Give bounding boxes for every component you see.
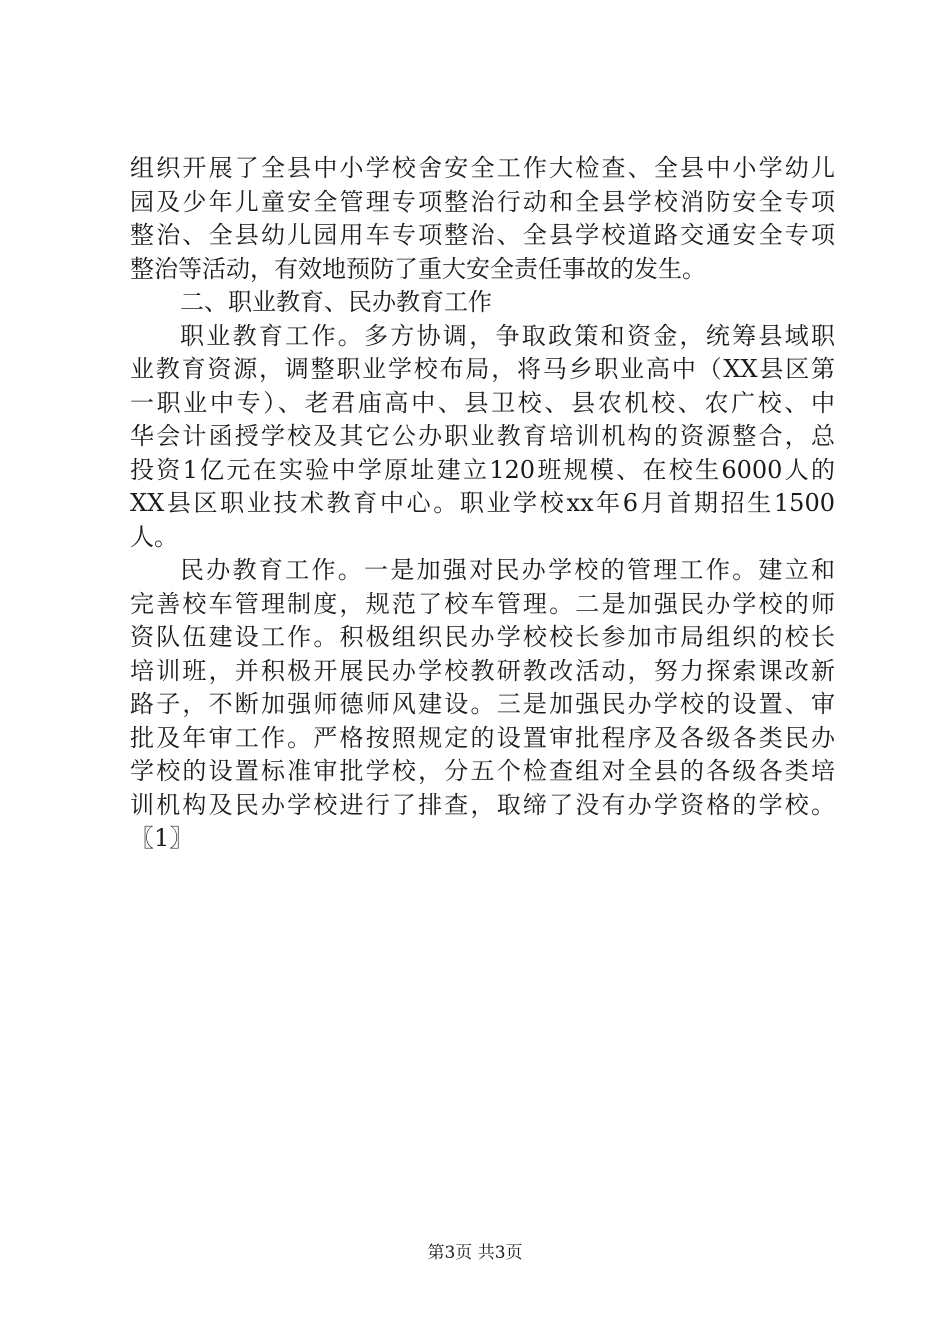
text-line: 一职业中专）、老君庙高中、县卫校、县农机校、农广校、中 bbox=[130, 388, 835, 417]
text-line: 资队伍建设工作。积极组织民办学校校长参加市局组织的校长 bbox=[130, 623, 835, 651]
text-line: 业教育资源，调整职业学校布局，将马乡职业高中（XX县区第 bbox=[130, 355, 835, 383]
text-line: 园及少年儿童安全管理专项整治行动和全县学校消防安全专项 bbox=[130, 187, 835, 216]
text-line: 整治、全县幼儿园用车专项整治、全县学校道路交通安全专项 bbox=[130, 221, 835, 249]
text-line: 批及年审工作。严格按照规定的设置审批程序及各级各类民办 bbox=[130, 723, 835, 752]
text-line: 学校的设置标准审批学校，分五个检查组对全县的各级各类培 bbox=[130, 757, 835, 785]
text-line: 训机构及民办学校进行了排查，取缔了没有办学资格的学校。 bbox=[130, 790, 835, 819]
text-line: 组织开展了全县中小学校舍安全工作大检查、全县中小学幼儿 bbox=[130, 154, 835, 182]
reference-marker: 〖1〗 bbox=[130, 824, 194, 852]
text-line: 整治等活动，有效地预防了重大安全责任事故的发生。 bbox=[130, 254, 706, 283]
text-line: 完善校车管理制度，规范了校车管理。二是加强民办学校的师 bbox=[130, 589, 835, 618]
section-heading: 二、职业教育、民办教育工作 bbox=[180, 288, 492, 316]
text-line: 华会计函授学校及其它公办职业教育培训机构的资源整合，总 bbox=[130, 422, 835, 450]
document-body bbox=[130, 152, 835, 856]
text-line: 路子，不断加强师德师风建设。三是加强民办学校的设置、审 bbox=[130, 690, 835, 718]
text-line: 投资1亿元在实验中学原址建立120班规模、在校生6000人的 bbox=[130, 455, 835, 484]
text-line: 培训班，并积极开展民办学校教研教改活动，努力探索课改新 bbox=[130, 656, 835, 685]
text-line: 人。 bbox=[130, 522, 178, 551]
text-line: 民办教育工作。一是加强对民办学校的管理工作。建立和 bbox=[180, 556, 835, 584]
text-line: 职业教育工作。多方协调，争取政策和资金，统筹县域职 bbox=[180, 321, 835, 350]
page-number-footer: 第3页 共3页 bbox=[427, 1243, 523, 1263]
text-line: XX县区职业技术教育中心。职业学校xx年6月首期招生1500 bbox=[130, 489, 835, 517]
